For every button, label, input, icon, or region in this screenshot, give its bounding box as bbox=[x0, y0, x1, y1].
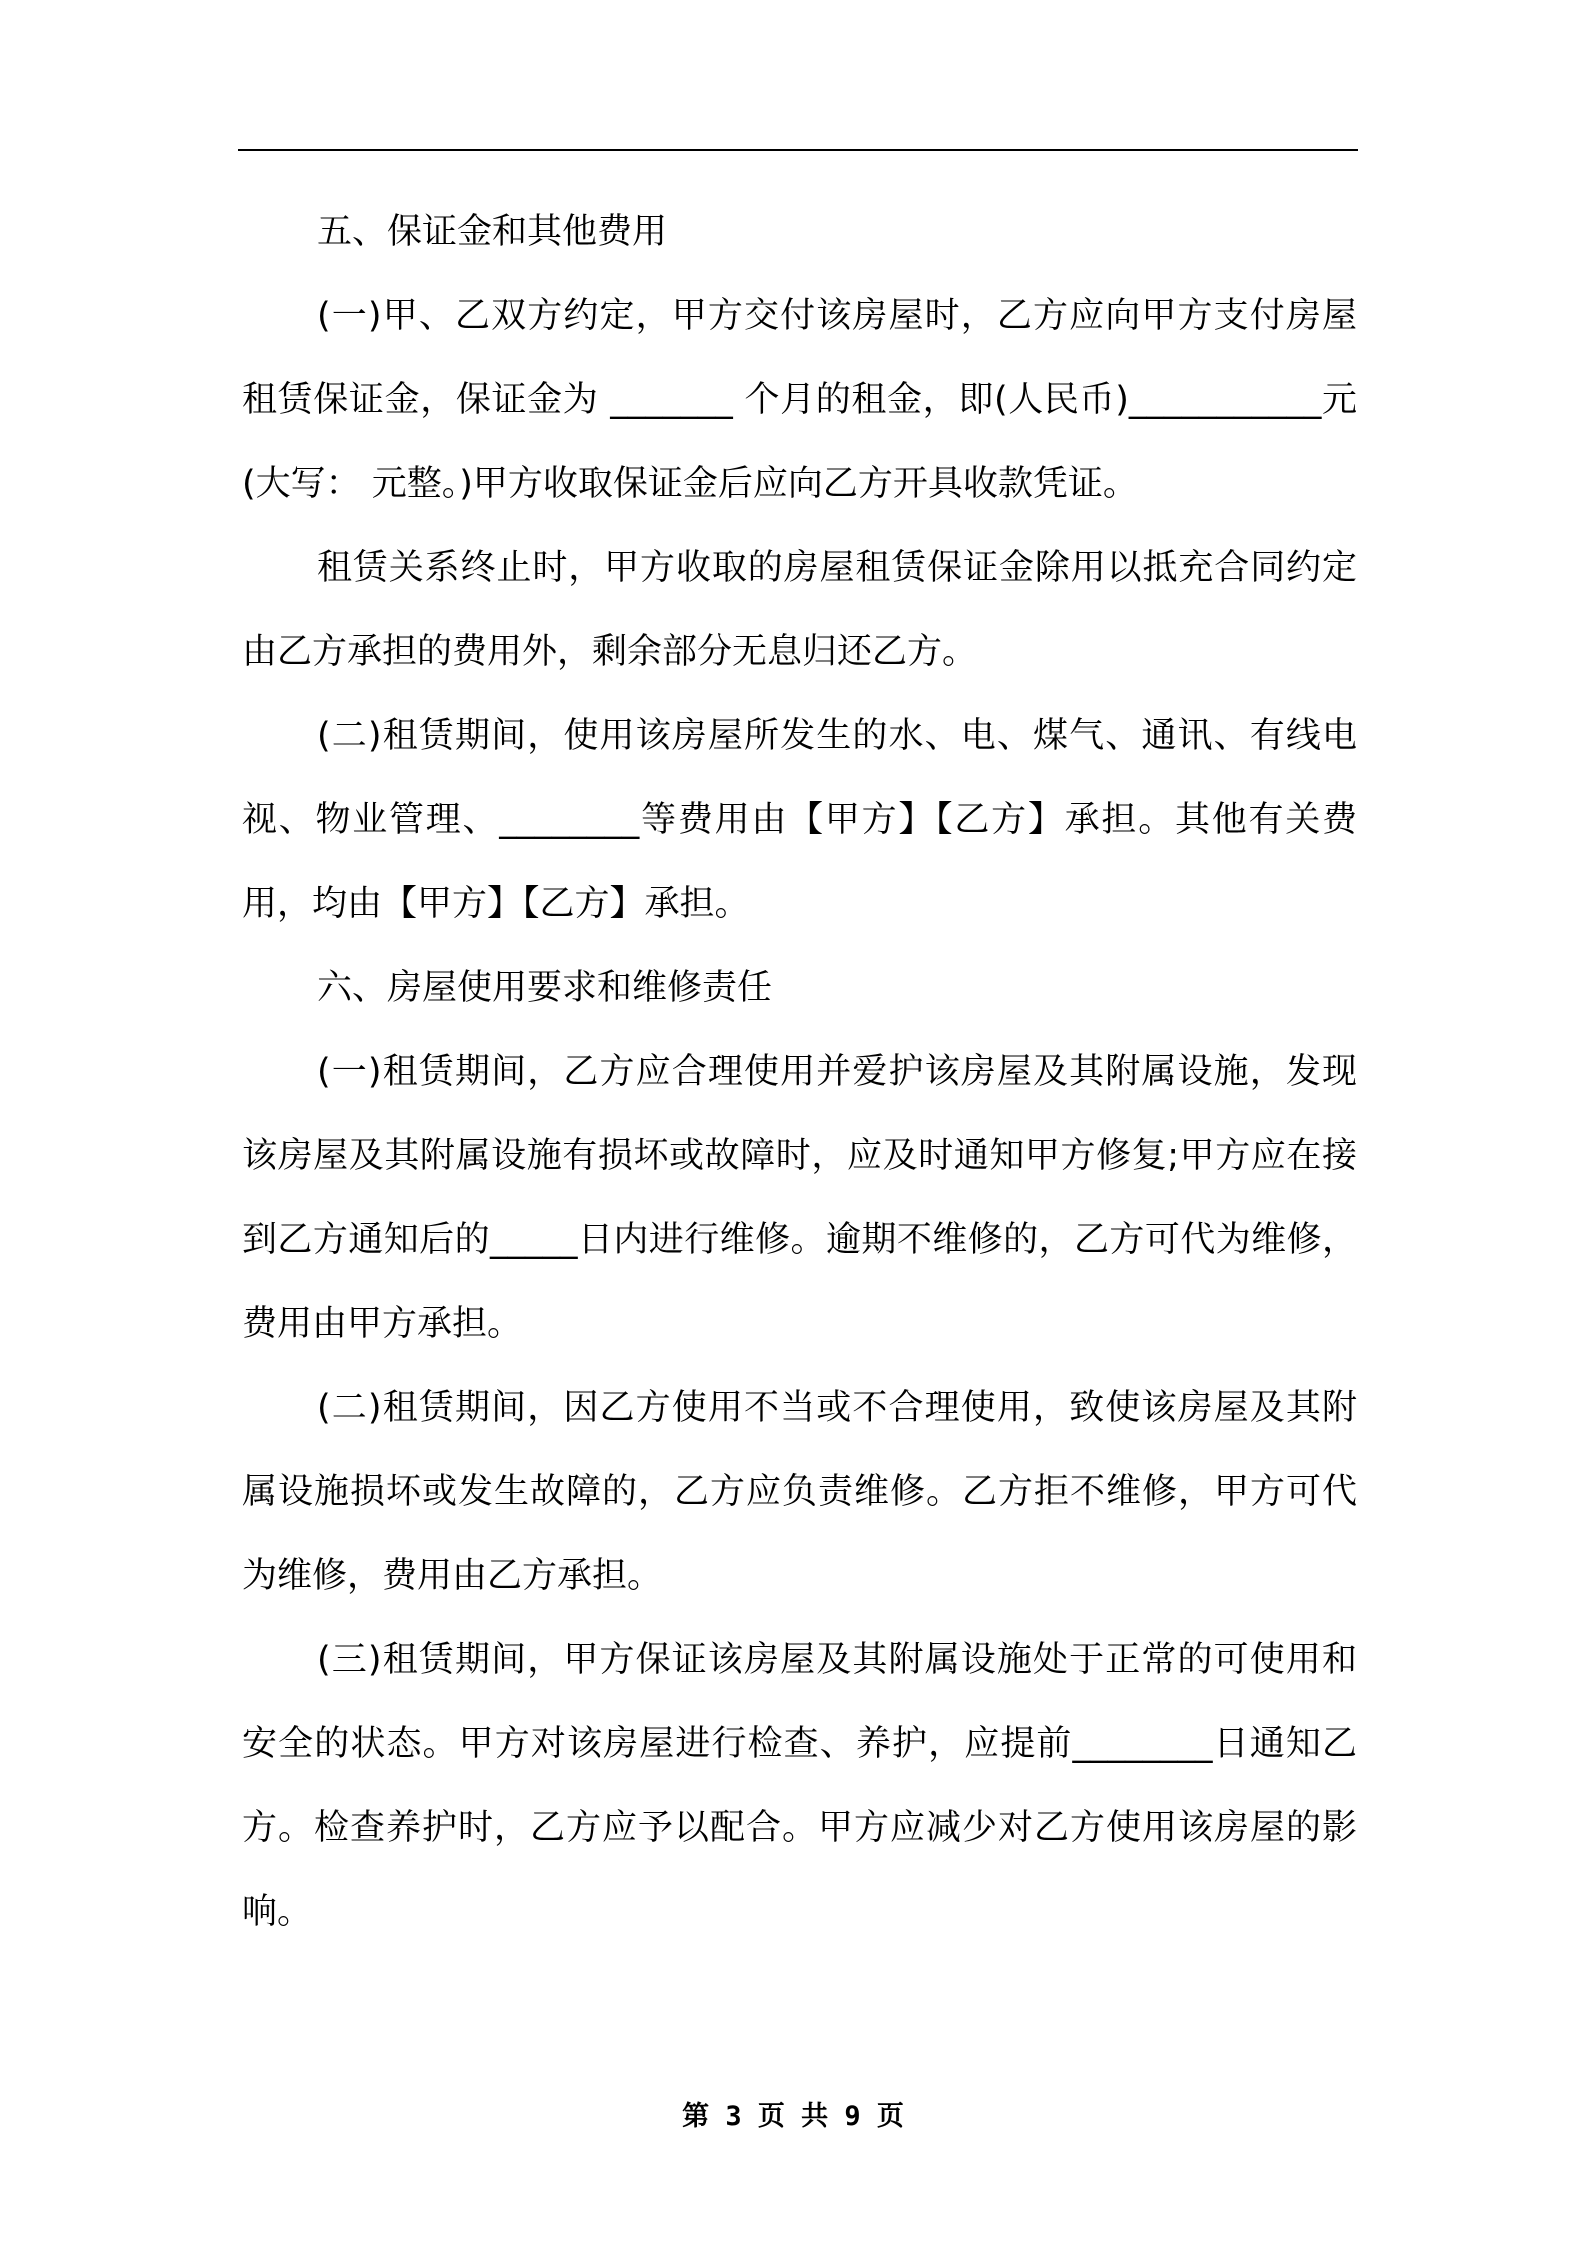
header-divider bbox=[238, 149, 1358, 151]
section-heading-usage-maintenance: 六、房屋使用要求和维修责任 bbox=[317, 968, 773, 1008]
clause-tenant-damage: (二)租赁期间，因乙方使用不当或不合理使用，致使该房屋及其附属设施损坏或发生故障的，乙方应负责维修。乙方拒不维修，甲方可代为维修，费用由乙方承担。 bbox=[242, 1388, 1357, 1596]
page-number-footer: 第 3 页 共 9 页 bbox=[682, 2101, 904, 2132]
section-heading-deposit: 五、保证金和其他费用 bbox=[317, 212, 668, 252]
clause-other-fees: (二)租赁期间，使用该房屋所发生的水、电、煤气、通讯、有线电视、物业管理、________等费用由【甲方】【乙方】承担。其他有关费用，均由【甲方】【乙方】承担。 bbox=[242, 716, 1357, 924]
document-body bbox=[242, 190, 1357, 1954]
clause-deposit-payment: (一)甲、乙双方约定，甲方交付该房屋时，乙方应向甲方支付房屋租赁保证金，保证金为 _______ 个月的租金，即(人民币)___________元(大写： 元整。)甲方收取保证金后应向乙方开具收款凭证。 bbox=[242, 296, 1357, 504]
clause-deposit-refund: 租赁关系终止时，甲方收取的房屋租赁保证金除用以抵充合同约定由乙方承担的费用外，剩余部分无息归还乙方。 bbox=[242, 548, 1357, 672]
clause-tenant-care-repair: (一)租赁期间，乙方应合理使用并爱护该房屋及其附属设施，发现该房屋及其附属设施有损坏或故障时，应及时通知甲方修复;甲方应在接到乙方通知后的_____日内进行维修。逾期不维修的，乙方可代为维修，费用由甲方承担。 bbox=[242, 1052, 1357, 1344]
clause-landlord-inspection: (三)租赁期间，甲方保证该房屋及其附属设施处于正常的可使用和安全的状态。甲方对该房屋进行检查、养护，应提前________日通知乙方。检查养护时，乙方应予以配合。甲方应减少对乙方使用该房屋的影响。 bbox=[242, 1640, 1357, 1932]
